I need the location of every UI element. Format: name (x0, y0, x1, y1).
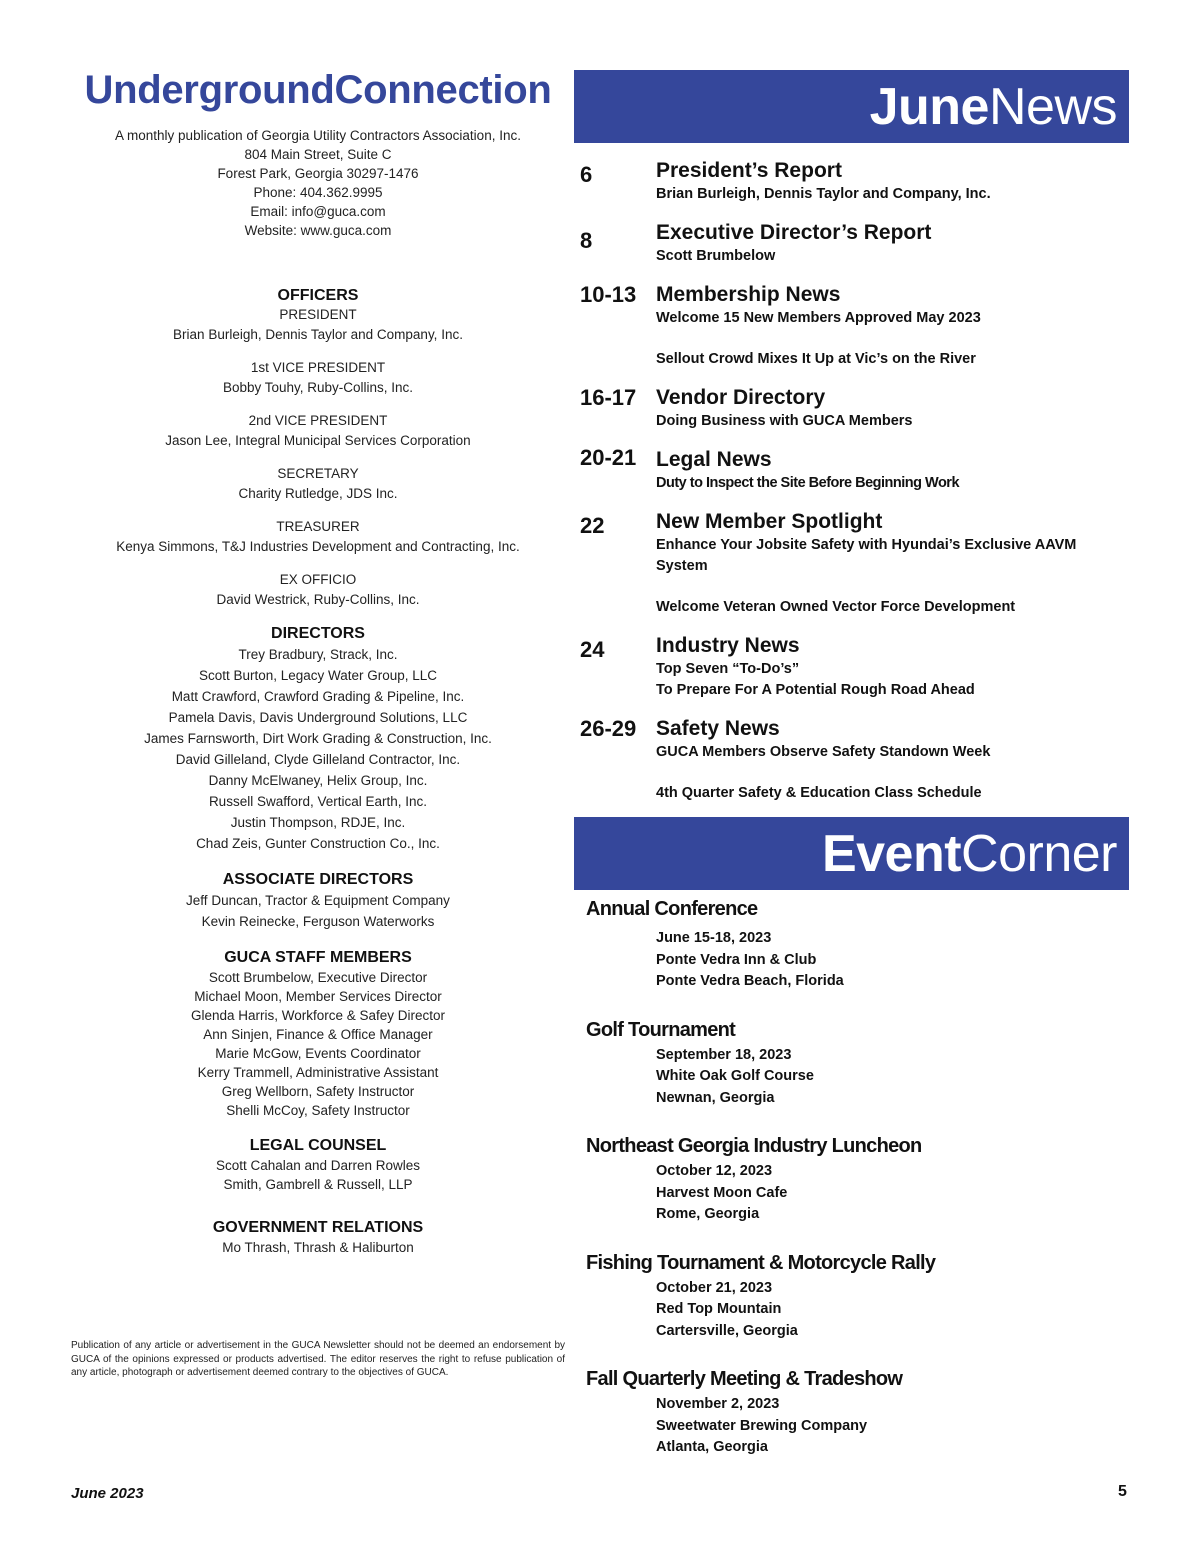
director-item: Chad Zeis, Gunter Construction Co., Inc. (196, 836, 440, 851)
officer-title: 1st VICE PRESIDENT (250, 360, 386, 375)
event-title: Annual Conference (586, 898, 758, 920)
officer-entry (64, 412, 572, 451)
june-banner-bold: June (869, 78, 989, 136)
toc-entry[interactable] (574, 716, 1129, 804)
director-item: David Gilleland, Clyde Gilleland Contractor, Inc. (175, 752, 461, 767)
toc-subtitle: Sellout Crowd Mixes It Up at Vic’s on the River (656, 351, 976, 367)
toc-title: Vendor Directory (656, 386, 826, 409)
event-location: Newnan, Georgia (656, 1089, 775, 1106)
government-relations-heading: GOVERNMENT RELATIONS (212, 1219, 424, 1236)
toc-page-number: 6 (580, 162, 593, 187)
officer-name: Bobby Touhy, Ruby-Collins, Inc. (222, 380, 414, 395)
officer-name: Brian Burleigh, Dennis Taylor and Company, Inc. (173, 327, 463, 342)
page-number: 5 (1118, 1483, 1127, 1500)
associate-directors-heading: ASSOCIATE DIRECTORS (222, 871, 414, 888)
legal-counsel-section (64, 1136, 572, 1194)
officer-name: Charity Rutledge, JDS Inc. (238, 486, 398, 501)
publication-info (64, 126, 572, 240)
toc-subtitle: Welcome Veteran Owned Vector Force Development (656, 599, 1016, 615)
staff-item: Scott Brumbelow, Executive Director (208, 970, 428, 985)
toc-subtitle: Brian Burleigh, Dennis Taylor and Company, Inc. (656, 186, 991, 202)
event-entry (586, 1017, 1131, 1110)
pub-line: Email: info@guca.com (250, 204, 386, 219)
staff-item: Glenda Harris, Workforce & Safey Director (190, 1008, 446, 1023)
event-title: Golf Tournament (586, 1018, 736, 1041)
event-venue: Ponte Vedra Inn & Club (656, 951, 817, 968)
officer-entry (64, 306, 572, 345)
legal-counsel-item: Scott Cahalan and Darren Rowles (215, 1158, 421, 1173)
directors-heading: DIRECTORS (271, 625, 365, 642)
event-venue: Red Top Mountain (656, 1301, 782, 1317)
associate-director-item: Kevin Reinecke, Ferguson Waterworks (201, 914, 435, 929)
event-location: Rome, Georgia (656, 1206, 760, 1222)
event-entry (586, 1133, 1131, 1226)
event-date: October 12, 2023 (656, 1163, 773, 1179)
event-entry (586, 1250, 1131, 1343)
officer-name: Jason Lee, Integral Municipal Services Corporation (165, 433, 471, 448)
toc-page-number: 26-29 (580, 716, 637, 741)
event-location: Atlanta, Georgia (656, 1439, 768, 1455)
pub-line: A monthly publication of Georgia Utility Contractors Association, Inc. (115, 128, 521, 143)
staff-section (64, 948, 572, 1120)
event-date: September 18, 2023 (656, 1046, 792, 1063)
director-item: Danny McElwaney, Helix Group, Inc. (208, 773, 428, 788)
masthead-light: Connection (334, 68, 552, 112)
government-relations-item: Mo Thrash, Thrash & Haliburton (222, 1240, 414, 1255)
toc-title: Executive Director’s Report (656, 221, 932, 244)
director-item: Trey Bradbury, Strack, Inc. (238, 647, 398, 662)
event-entry (586, 1366, 1131, 1459)
pub-line: Phone: 404.362.9995 (253, 185, 383, 200)
toc-subtitle: Scott Brumbelow (656, 248, 776, 264)
pub-line: Forest Park, Georgia 30297-1476 (217, 166, 419, 181)
pub-line: Website: www.guca.com (244, 223, 392, 238)
event-location: Cartersville, Georgia (656, 1322, 798, 1339)
event-entry (586, 896, 1131, 993)
event-corner-banner (574, 817, 1129, 890)
event-venue: White Oak Golf Course (656, 1068, 814, 1084)
masthead-bold: Underground (84, 68, 335, 112)
event-title: Fishing Tournament & Motorcycle Rally (586, 1251, 936, 1274)
officers-section (64, 286, 572, 610)
toc-title: President’s Report (656, 159, 842, 182)
staff-item: Greg Wellborn, Safety Instructor (221, 1084, 415, 1099)
officer-title: EX OFFICIO (279, 572, 357, 587)
staff-item: Ann Sinjen, Finance & Office Manager (203, 1027, 433, 1042)
officer-name: Kenya Simmons, T&J Industries Development and Contracting, Inc. (116, 539, 520, 554)
director-item: Justin Thompson, RDJE, Inc. (230, 815, 406, 830)
officer-title: PRESIDENT (279, 307, 357, 322)
toc-title: Membership News (656, 283, 841, 306)
pub-line: 804 Main Street, Suite C (244, 147, 392, 162)
event-location: Ponte Vedra Beach, Florida (656, 973, 844, 989)
officer-entry (64, 518, 572, 557)
toc-page-number: 24 (580, 637, 605, 662)
masthead-title (64, 66, 572, 114)
toc-subtitle: Top Seven “To-Do’s” To Prepare For A Potential Rough Road Ahead (656, 661, 975, 698)
toc-title: Legal News (656, 448, 772, 471)
director-item: Scott Burton, Legacy Water Group, LLC (198, 668, 438, 683)
toc-subtitle: Enhance Your Jobsite Safety with Hyundai’s Exclusive AAVM System (656, 537, 1077, 574)
toc-page-number: 22 (580, 513, 605, 538)
director-item: Russell Swafford, Vertical Earth, Inc. (208, 794, 428, 809)
footer-date: June 2023 (71, 1485, 144, 1502)
events-list (586, 896, 1131, 1483)
officer-title: SECRETARY (277, 466, 359, 481)
disclaimer-text: Publication of any article or advertisement in the GUCA Newsletter should not be deemed an endorsement by GUCA of the opinions expressed or products advertised. The editor reserves the right to refuse publication of any article, photograph or advertisement deemed contrary to the objectives of GUCA. (71, 1340, 565, 1378)
toc-subtitle: GUCA Members Observe Safety Standown Week (656, 744, 991, 760)
event-date: November 2, 2023 (656, 1396, 780, 1412)
toc-entry[interactable] (574, 282, 1129, 370)
legal-counsel-item: Smith, Gambrell & Russell, LLP (223, 1177, 413, 1192)
toc-page-number: 10-13 (580, 282, 637, 307)
staff-item: Kerry Trammell, Administrative Assistant (197, 1065, 439, 1080)
toc-subtitle: Duty to Inspect the Site Before Beginning Work (656, 475, 960, 491)
officer-entry (64, 359, 572, 398)
june-news-banner (574, 70, 1129, 143)
directors-section (64, 624, 572, 854)
director-item: Pamela Davis, Davis Underground Solutions, LLC (168, 710, 468, 725)
event-title: Northeast Georgia Industry Luncheon (586, 1135, 922, 1157)
toc-page-number: 8 (580, 228, 593, 253)
event-title: Fall Quarterly Meeting & Tradeshow (586, 1368, 903, 1390)
toc-title: Industry News (656, 634, 800, 657)
legal-counsel-heading: LEGAL COUNSEL (249, 1137, 387, 1154)
associate-directors-section (64, 870, 572, 932)
event-banner-bold: Event (821, 825, 962, 883)
event-date: June 15-18, 2023 (656, 930, 772, 946)
staff-item: Michael Moon, Member Services Director (194, 989, 442, 1004)
officer-title: TREASURER (276, 519, 360, 534)
masthead-column (64, 66, 572, 1257)
toc-entry[interactable] (574, 385, 1129, 432)
toc-entry[interactable] (574, 447, 1129, 494)
officer-entry (64, 465, 572, 504)
officer-entry (64, 571, 572, 610)
toc-title: Safety News (656, 717, 780, 740)
june-banner-light: News (988, 78, 1117, 136)
toc-subtitle: Doing Business with GUCA Members (656, 413, 913, 429)
toc-subtitle: 4th Quarter Safety & Education Class Schedule (656, 785, 982, 801)
officers-heading: OFFICERS (277, 287, 359, 304)
toc-page-number: 20-21 (580, 445, 637, 470)
director-item: Matt Crawford, Crawford Grading & Pipeline, Inc. (171, 689, 465, 704)
toc-subtitle: Welcome 15 New Members Approved May 2023 (656, 310, 981, 326)
toc-entry[interactable] (574, 220, 1129, 267)
toc-entry[interactable] (574, 633, 1129, 701)
officer-title: 2nd VICE PRESIDENT (248, 413, 388, 428)
event-banner-light: Corner (961, 825, 1117, 883)
event-venue: Harvest Moon Cafe (656, 1184, 788, 1201)
event-date: October 21, 2023 (656, 1279, 773, 1296)
toc-title: New Member Spotlight (656, 510, 883, 533)
toc-page-number: 16-17 (580, 385, 637, 410)
officer-name: David Westrick, Ruby-Collins, Inc. (216, 592, 420, 607)
event-venue: Sweetwater Brewing Company (656, 1417, 868, 1434)
staff-item: Shelli McCoy, Safety Instructor (226, 1103, 410, 1118)
director-item: James Farnsworth, Dirt Work Grading & Construction, Inc. (144, 731, 492, 746)
toc-entry[interactable] (574, 158, 1129, 205)
toc-entry[interactable] (574, 509, 1129, 618)
staff-heading: GUCA STAFF MEMBERS (224, 949, 412, 966)
government-relations-section (64, 1218, 572, 1257)
staff-item: Marie McGow, Events Coordinator (215, 1046, 421, 1061)
table-of-contents (574, 158, 1129, 819)
associate-director-item: Jeff Duncan, Tractor & Equipment Company (186, 893, 450, 908)
